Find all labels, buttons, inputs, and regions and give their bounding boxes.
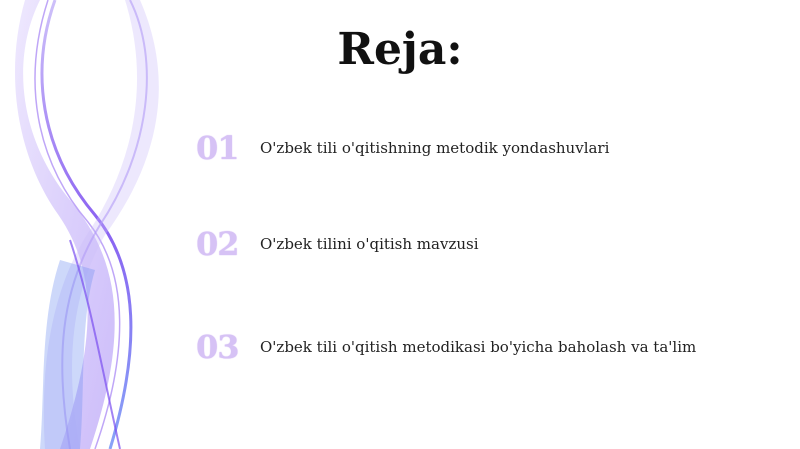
item-text: O'zbek tili o'qitishning metodik yondashuvlari	[260, 139, 610, 157]
item-number: 02	[196, 225, 239, 263]
item-text: O'zbek tilini o'qitish mavzusi	[260, 235, 479, 253]
item-text: O'zbek tili o'qitish metodikasi bo'yicha baholash va ta'lim	[260, 338, 697, 356]
item-number: 01	[196, 129, 239, 167]
plan-item	[196, 128, 609, 168]
purple-smoke-ribbon	[0, 0, 200, 449]
item-number: 03	[196, 328, 239, 366]
slide-title: Reja:	[337, 24, 463, 75]
plan-item	[196, 224, 479, 264]
plan-item	[196, 327, 696, 367]
